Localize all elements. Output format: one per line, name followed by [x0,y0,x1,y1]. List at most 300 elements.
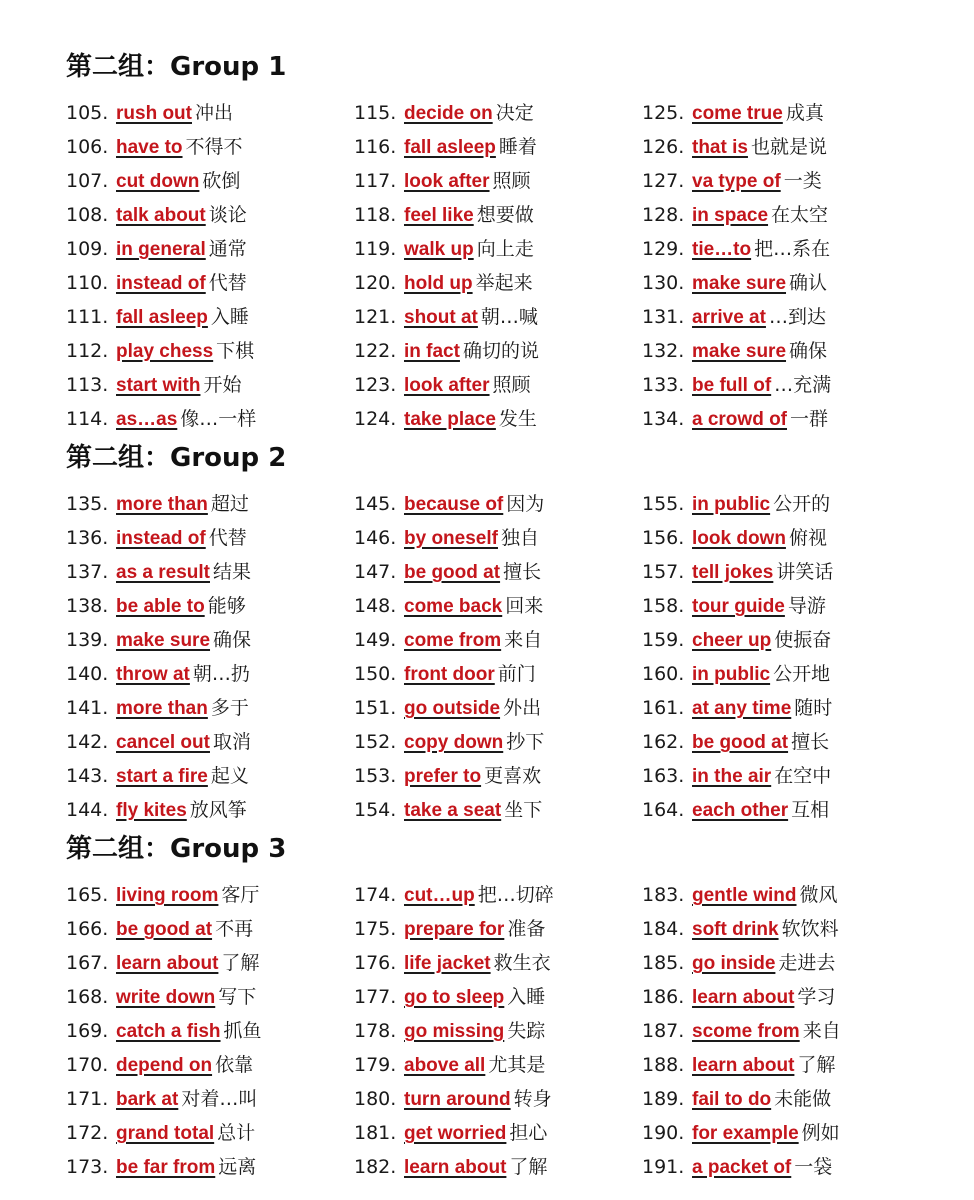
vocab-entry [642,946,841,980]
chinese-meaning: 随时 [794,697,833,719]
english-phrase: learn about [692,1055,795,1076]
entry-number: 149. [354,629,397,651]
group-1-column-3 [642,96,831,436]
chinese-meaning: 代替 [208,272,247,294]
vocab-entry [66,368,256,402]
chinese-meaning: 入睡 [507,986,546,1008]
chinese-meaning: 救生衣 [493,952,551,974]
english-phrase: more than [116,698,208,719]
chinese-meaning: 取消 [212,731,251,753]
entry-number: 117. [354,170,397,192]
entry-number: 176. [354,952,397,974]
vocab-entry [642,912,841,946]
english-phrase: throw at [116,664,190,685]
entry-number: 153. [354,765,397,787]
entry-number: 187. [642,1020,685,1042]
english-phrase: go inside [692,953,776,974]
vocab-entry [642,793,833,827]
english-phrase: rush out [116,103,192,124]
chinese-meaning: 公开的 [773,493,831,515]
chinese-meaning: 更喜欢 [484,765,542,787]
vocab-entry [642,487,833,521]
entry-number: 150. [354,663,397,685]
entry-number: 139. [66,629,109,651]
entry-number: 168. [66,986,109,1008]
chinese-meaning: 睡着 [498,136,537,158]
english-phrase: cheer up [692,630,772,651]
english-phrase: scome from [692,1021,800,1042]
english-phrase: play chess [116,341,214,362]
english-phrase: cancel out [116,732,210,753]
entry-number: 106. [66,136,109,158]
english-phrase: turn around [404,1089,511,1110]
chinese-meaning: 擅长 [791,731,830,753]
english-phrase: look down [692,528,786,549]
entry-number: 170. [66,1054,109,1076]
vocab-entry [354,1150,554,1184]
english-phrase: copy down [404,732,504,753]
vocab-entry [642,368,831,402]
vocab-entry [354,198,539,232]
chinese-meaning: 总计 [217,1122,256,1144]
chinese-meaning: 互相 [791,799,830,821]
english-phrase: look after [404,171,490,192]
chinese-meaning: 不得不 [185,136,243,158]
entry-number: 110. [66,272,109,294]
vocab-entry [354,1048,554,1082]
vocab-entry [66,725,251,759]
chinese-meaning: 放风筝 [189,799,247,821]
chinese-meaning: 依靠 [215,1054,254,1076]
english-phrase: as…as [116,409,178,430]
english-phrase: in public [692,664,771,685]
vocab-entry [66,521,251,555]
english-phrase: come back [404,596,503,617]
vocab-entry [66,759,251,793]
english-phrase: walk up [404,239,474,260]
vocab-entry [642,266,831,300]
vocab-entry [354,334,539,368]
chinese-meaning: 了解 [221,952,260,974]
chinese-meaning: 向上走 [476,238,534,260]
entry-number: 159. [642,629,685,651]
chinese-meaning: 回来 [505,595,544,617]
vocab-entry [642,130,831,164]
vocab-entry [66,130,256,164]
chinese-meaning: 多于 [210,697,249,719]
entry-number: 184. [642,918,685,940]
entry-number: 146. [354,527,397,549]
vocab-entry [642,555,833,589]
vocab-entry [642,623,833,657]
entry-number: 191. [642,1156,685,1178]
english-phrase: start with [116,375,201,396]
vocab-entry [66,1048,262,1082]
english-phrase: each other [692,800,789,821]
entry-number: 148. [354,595,397,617]
english-phrase: cut…up [404,885,475,906]
entry-number: 173. [66,1156,109,1178]
entry-number: 109. [66,238,109,260]
group-3-column-1 [66,878,262,1184]
vocab-entry [642,521,833,555]
vocab-entry [642,1150,841,1184]
chinese-meaning: 学习 [797,986,836,1008]
entry-number: 118. [354,204,397,226]
english-phrase: make sure [692,341,787,362]
chinese-meaning: 确认 [789,272,828,294]
entry-number: 115. [354,102,397,124]
english-phrase: as a result [116,562,210,583]
vocab-entry [354,946,554,980]
vocab-entry [354,555,544,589]
english-phrase: in fact [404,341,460,362]
vocab-entry [354,300,539,334]
english-phrase: be good at [116,919,213,940]
group-2-column-2 [354,487,544,827]
chinese-meaning: 决定 [495,102,534,124]
chinese-meaning: 一袋 [794,1156,833,1178]
english-phrase: go to sleep [404,987,505,1008]
chinese-meaning: 结果 [213,561,252,583]
chinese-meaning: 擅长 [503,561,542,583]
english-phrase: bark at [116,1089,179,1110]
vocab-entry [66,198,256,232]
chinese-meaning: 坐下 [504,799,543,821]
entry-number: 189. [642,1088,685,1110]
entry-number: 111. [66,306,109,328]
vocab-entry [354,980,554,1014]
english-phrase: be able to [116,596,205,617]
entry-number: 156. [642,527,685,549]
english-phrase: fly kites [116,800,187,821]
vocab-entry [354,912,554,946]
entry-number: 140. [66,663,109,685]
english-phrase: decide on [404,103,493,124]
english-phrase: front door [404,664,495,685]
vocab-entry [354,266,539,300]
vocab-entry [642,657,833,691]
english-phrase: learn about [404,1157,507,1178]
group-3-column-2 [354,878,554,1184]
vocab-entry [66,1082,262,1116]
chinese-meaning: 发生 [498,408,537,430]
entry-number: 121. [354,306,397,328]
english-phrase: come true [692,103,783,124]
chinese-meaning: 确保 [789,340,828,362]
english-phrase: prefer to [404,766,482,787]
chinese-meaning: 把…切碎 [477,884,554,906]
entry-number: 134. [642,408,685,430]
english-phrase: a packet of [692,1157,792,1178]
entry-number: 123. [354,374,397,396]
chinese-meaning: 抓鱼 [223,1020,262,1042]
vocab-entry [642,300,831,334]
vocab-entry [354,521,544,555]
entry-number: 138. [66,595,109,617]
group-1-column-2 [354,96,539,436]
english-phrase: life jacket [404,953,491,974]
vocab-entry [642,232,831,266]
english-phrase: look after [404,375,490,396]
vocab-entry [354,96,539,130]
entry-number: 172. [66,1122,109,1144]
vocab-entry [354,878,554,912]
vocab-entry [66,1116,262,1150]
chinese-meaning: 开始 [203,374,242,396]
chinese-meaning: 把…系在 [754,238,831,260]
english-phrase: tie…to [692,239,752,260]
group-1-column-1 [66,96,256,436]
entry-number: 175. [354,918,397,940]
vocab-entry [66,1014,262,1048]
chinese-meaning: 独自 [500,527,539,549]
vocab-entry [354,1014,554,1048]
chinese-meaning: …充满 [774,374,832,396]
vocab-entry [66,623,251,657]
chinese-meaning: 导游 [787,595,826,617]
english-phrase: fall asleep [116,307,208,328]
entry-number: 166. [66,918,109,940]
chinese-meaning: 担心 [509,1122,548,1144]
entry-number: 157. [642,561,685,583]
english-phrase: in public [692,494,771,515]
chinese-meaning: 使振奋 [774,629,832,651]
vocab-entry [66,266,256,300]
vocab-entry [66,1150,262,1184]
vocab-entry [66,793,251,827]
chinese-meaning: 代替 [208,527,247,549]
entry-number: 120. [354,272,397,294]
entry-number: 158. [642,595,685,617]
english-phrase: arrive at [692,307,766,328]
entry-number: 130. [642,272,685,294]
chinese-meaning: 了解 [797,1054,836,1076]
english-phrase: learn about [692,987,795,1008]
vocab-entry [354,1116,554,1150]
vocab-entry [66,402,256,436]
chinese-meaning: 在空中 [774,765,832,787]
group-2-column-3 [642,487,833,827]
chinese-meaning: 谈论 [208,204,247,226]
chinese-meaning: 软饮料 [781,918,839,940]
chinese-meaning: 成真 [785,102,824,124]
chinese-meaning: 下棋 [216,340,255,362]
entry-number: 131. [642,306,685,328]
chinese-meaning: 朝…扔 [192,663,250,685]
vocab-entry [66,232,256,266]
chinese-meaning: 微风 [799,884,838,906]
english-phrase: take place [404,409,496,430]
vocab-entry [642,691,833,725]
vocab-entry [642,759,833,793]
chinese-meaning: 外出 [503,697,542,719]
vocab-entry [66,164,256,198]
english-phrase: be good at [692,732,789,753]
chinese-meaning: 一群 [790,408,829,430]
chinese-meaning: 举起来 [475,272,533,294]
entry-number: 132. [642,340,685,362]
entry-number: 128. [642,204,685,226]
entry-number: 116. [354,136,397,158]
chinese-meaning: 俯视 [788,527,827,549]
english-phrase: in general [116,239,206,260]
vocab-entry [66,555,251,589]
vocab-entry [642,96,831,130]
vocab-entry [354,759,544,793]
entry-number: 155. [642,493,685,515]
english-phrase: that is [692,137,748,158]
entry-number: 136. [66,527,109,549]
vocab-entry [642,1014,841,1048]
chinese-meaning: 入睡 [210,306,249,328]
entry-number: 133. [642,374,685,396]
english-phrase: go missing [404,1021,505,1042]
entry-number: 180. [354,1088,397,1110]
chinese-meaning: 公开地 [773,663,831,685]
english-phrase: more than [116,494,208,515]
entry-number: 124. [354,408,397,430]
entry-number: 177. [354,986,397,1008]
english-phrase: shout at [404,307,478,328]
vocab-entry [642,402,831,436]
vocab-entry [354,402,539,436]
entry-number: 125. [642,102,685,124]
chinese-meaning: 来自 [802,1020,841,1042]
entry-number: 179. [354,1054,397,1076]
group-3-column-3 [642,878,841,1184]
vocab-entry [354,232,539,266]
entry-number: 167. [66,952,109,974]
english-phrase: make sure [116,630,211,651]
english-phrase: by oneself [404,528,498,549]
chinese-meaning: 例如 [801,1122,840,1144]
english-phrase: start a fire [116,766,208,787]
vocab-entry [66,300,256,334]
vocab-entry [354,1082,554,1116]
entry-number: 181. [354,1122,397,1144]
chinese-meaning: 走进去 [778,952,836,974]
entry-number: 174. [354,884,397,906]
chinese-meaning: 未能做 [774,1088,832,1110]
chinese-meaning: 一类 [783,170,822,192]
group-title: 第二组：Group 3 [66,834,287,864]
entry-number: 171. [66,1088,109,1110]
english-phrase: because of [404,494,504,515]
entry-number: 137. [66,561,109,583]
chinese-meaning: 冲出 [195,102,234,124]
entry-number: 112. [66,340,109,362]
entry-number: 154. [354,799,397,821]
chinese-meaning: 像…一样 [180,408,257,430]
entry-number: 126. [642,136,685,158]
entry-number: 142. [66,731,109,753]
chinese-meaning: 讲笑话 [776,561,834,583]
vocab-entry [66,334,256,368]
entry-number: 182. [354,1156,397,1178]
entry-number: 127. [642,170,685,192]
chinese-meaning: 也就是说 [750,136,827,158]
chinese-meaning: 来自 [504,629,543,651]
vocab-entry [66,487,251,521]
vocab-entry [354,368,539,402]
chinese-meaning: 照顾 [492,170,531,192]
entry-number: 144. [66,799,109,821]
vocab-entry [642,589,833,623]
vocab-entry [642,334,831,368]
entry-number: 108. [66,204,109,226]
vocab-entry [66,912,262,946]
vocab-entry [642,725,833,759]
english-phrase: make sure [692,273,787,294]
chinese-meaning: 因为 [506,493,545,515]
group-title: 第二组：Group 2 [66,443,287,473]
english-phrase: be full of [692,375,772,396]
english-phrase: take a seat [404,800,502,821]
vocab-entry [354,130,539,164]
entry-number: 183. [642,884,685,906]
vocab-entry [642,980,841,1014]
chinese-meaning: 通常 [208,238,247,260]
english-phrase: be good at [404,562,501,583]
entry-number: 160. [642,663,685,685]
entry-number: 163. [642,765,685,787]
vocab-entry [66,980,262,1014]
chinese-meaning: 了解 [509,1156,548,1178]
chinese-meaning: 客厅 [221,884,260,906]
entry-number: 178. [354,1020,397,1042]
chinese-meaning: 对着…叫 [181,1088,258,1110]
vocab-entry [66,691,251,725]
chinese-meaning: 失踪 [507,1020,546,1042]
entry-number: 129. [642,238,685,260]
entry-number: 122. [354,340,397,362]
vocab-entry [642,1048,841,1082]
english-phrase: talk about [116,205,206,226]
english-phrase: living room [116,885,219,906]
entry-number: 151. [354,697,397,719]
vocab-entry [66,657,251,691]
chinese-meaning: 起义 [210,765,249,787]
chinese-meaning: 能够 [207,595,246,617]
english-phrase: fail to do [692,1089,772,1110]
english-phrase: gentle wind [692,885,797,906]
entry-number: 152. [354,731,397,753]
english-phrase: go outside [404,698,501,719]
english-phrase: above all [404,1055,486,1076]
chinese-meaning: 远离 [218,1156,257,1178]
chinese-meaning: 超过 [210,493,249,515]
entry-number: 135. [66,493,109,515]
entry-number: 107. [66,170,109,192]
entry-number: 188. [642,1054,685,1076]
entry-number: 147. [354,561,397,583]
chinese-meaning: 确切的说 [462,340,539,362]
english-phrase: write down [116,987,216,1008]
english-phrase: prepare for [404,919,505,940]
chinese-meaning: 尤其是 [488,1054,546,1076]
english-phrase: catch a fish [116,1021,221,1042]
vocab-entry [354,487,544,521]
english-phrase: a crowd of [692,409,788,430]
vocab-entry [642,1116,841,1150]
entry-number: 119. [354,238,397,260]
entry-number: 165. [66,884,109,906]
english-phrase: va type of [692,171,781,192]
vocab-entry [354,657,544,691]
vocab-entry [642,1082,841,1116]
english-phrase: at any time [692,698,792,719]
